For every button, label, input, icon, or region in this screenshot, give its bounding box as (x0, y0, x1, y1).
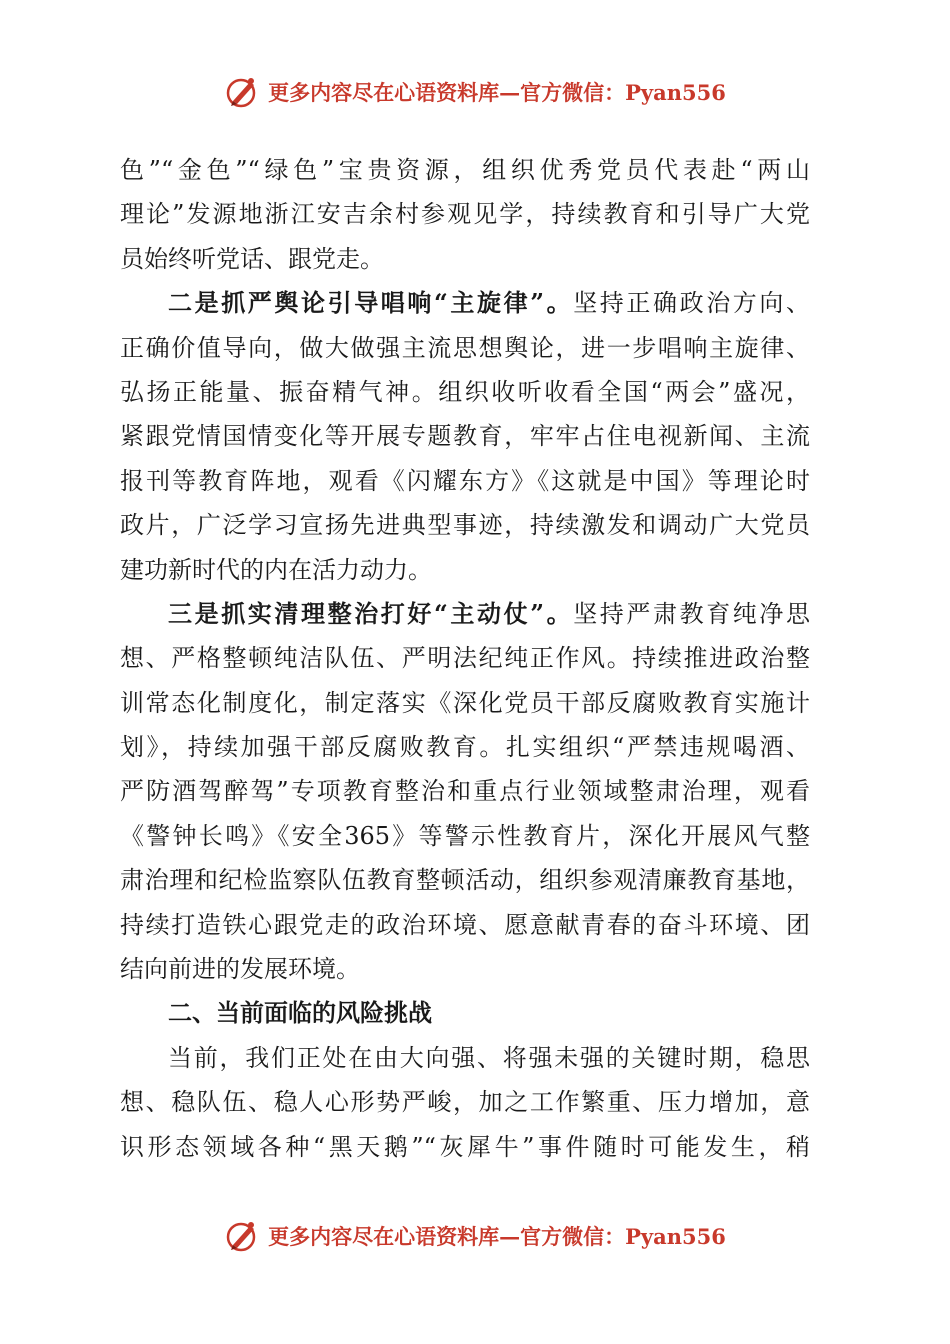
section-line: 二是抓严舆论引导唱响“主旋律”。坚持正确政治方向、 (168, 288, 810, 318)
footer-banner-text: 更多内容尽在心语资料库—官方微信：Pyan556 (268, 1224, 726, 1249)
pen-logo-icon (224, 74, 260, 110)
section-heading-text: 二、当前面临的风险挑战 (168, 998, 432, 1028)
paragraph-line: 报刊等教育阵地，观看《闪耀东方》《这就是中国》等理论时 (120, 466, 810, 495)
paragraph-line: 想、稳队伍、稳人心形势严峻，加之工作繁重、压力增加，意 (120, 1088, 810, 1117)
paragraph-line: 结向前进的发展环境。 (120, 955, 360, 984)
paragraph-line: 正确价值导向，做大做强主流思想舆论，进一步唱响主旋律、 (120, 333, 810, 362)
section-heading (120, 991, 810, 1035)
paragraph-line: 划》，持续加强干部反腐败教育。扎实组织“严禁违规喝酒、 (120, 733, 810, 762)
footer-banner (0, 1214, 950, 1258)
section-lead: 二是抓严舆论引导唱响“主旋律”。 (168, 288, 574, 318)
section-lead: 三是抓实清理整治打好“主动仗”。 (168, 598, 574, 628)
paragraph-line: 训常态化制度化，制定落实《深化党员干部反腐败教育实施计 (120, 688, 810, 717)
section-line: 三是抓实清理整治打好“主动仗”。坚持严肃教育纯净思 (168, 598, 810, 628)
paragraph-line: 紧跟党情国情变化等开展专题教育，牢牢占住电视新闻、主流 (120, 422, 810, 451)
paragraph-line: 肃治理和纪检监察队伍教育整顿活动，组织参观清廉教育基地， (120, 866, 810, 895)
paragraph-line: 建功新时代的内在活力动力。 (120, 555, 432, 584)
paragraph-line: 政片，广泛学习宣扬先进典型事迹，持续激发和调动广大党员 (120, 511, 810, 540)
paragraph-line: 色”“金色”“绿色”宝贵资源，组织优秀党员代表赴“两山 (120, 156, 810, 184)
header-banner (0, 70, 950, 114)
paragraph-line: 《警钟长鸣》《安全365》等警示性教育片，深化开展风气整 (120, 821, 810, 850)
paragraph-line: 持续打造铁心跟党走的政治环境、愿意献青春的奋斗环境、团 (120, 910, 810, 939)
paragraph-line: 理论”发源地浙江安吉余村参观见学，持续教育和引导广大党 (120, 200, 810, 229)
document-body (120, 148, 810, 1169)
paragraph-line: 员始终听党话、跟党走。 (120, 244, 384, 273)
paragraph-line: 弘扬正能量、振奋精气神。组织收听收看全国“两会”盛况， (120, 377, 810, 406)
paragraph-line: 识形态领域各种“黑天鹅”“灰犀牛”事件随时可能发生，稍 (120, 1132, 810, 1161)
paragraph-line: 严防酒驾醉驾”专项教育整治和重点行业领域整肃治理，观看 (120, 777, 810, 806)
paragraph-line: 当前，我们正处在由大向强、将强未强的关键时期，稳思 (168, 1043, 810, 1072)
header-banner-text: 更多内容尽在心语资料库—官方微信：Pyan556 (268, 80, 726, 105)
paragraph-line: 想、严格整顿纯洁队伍、严明法纪纯正作风。持续推进政治整 (120, 644, 810, 673)
pen-logo-icon (224, 1218, 260, 1254)
